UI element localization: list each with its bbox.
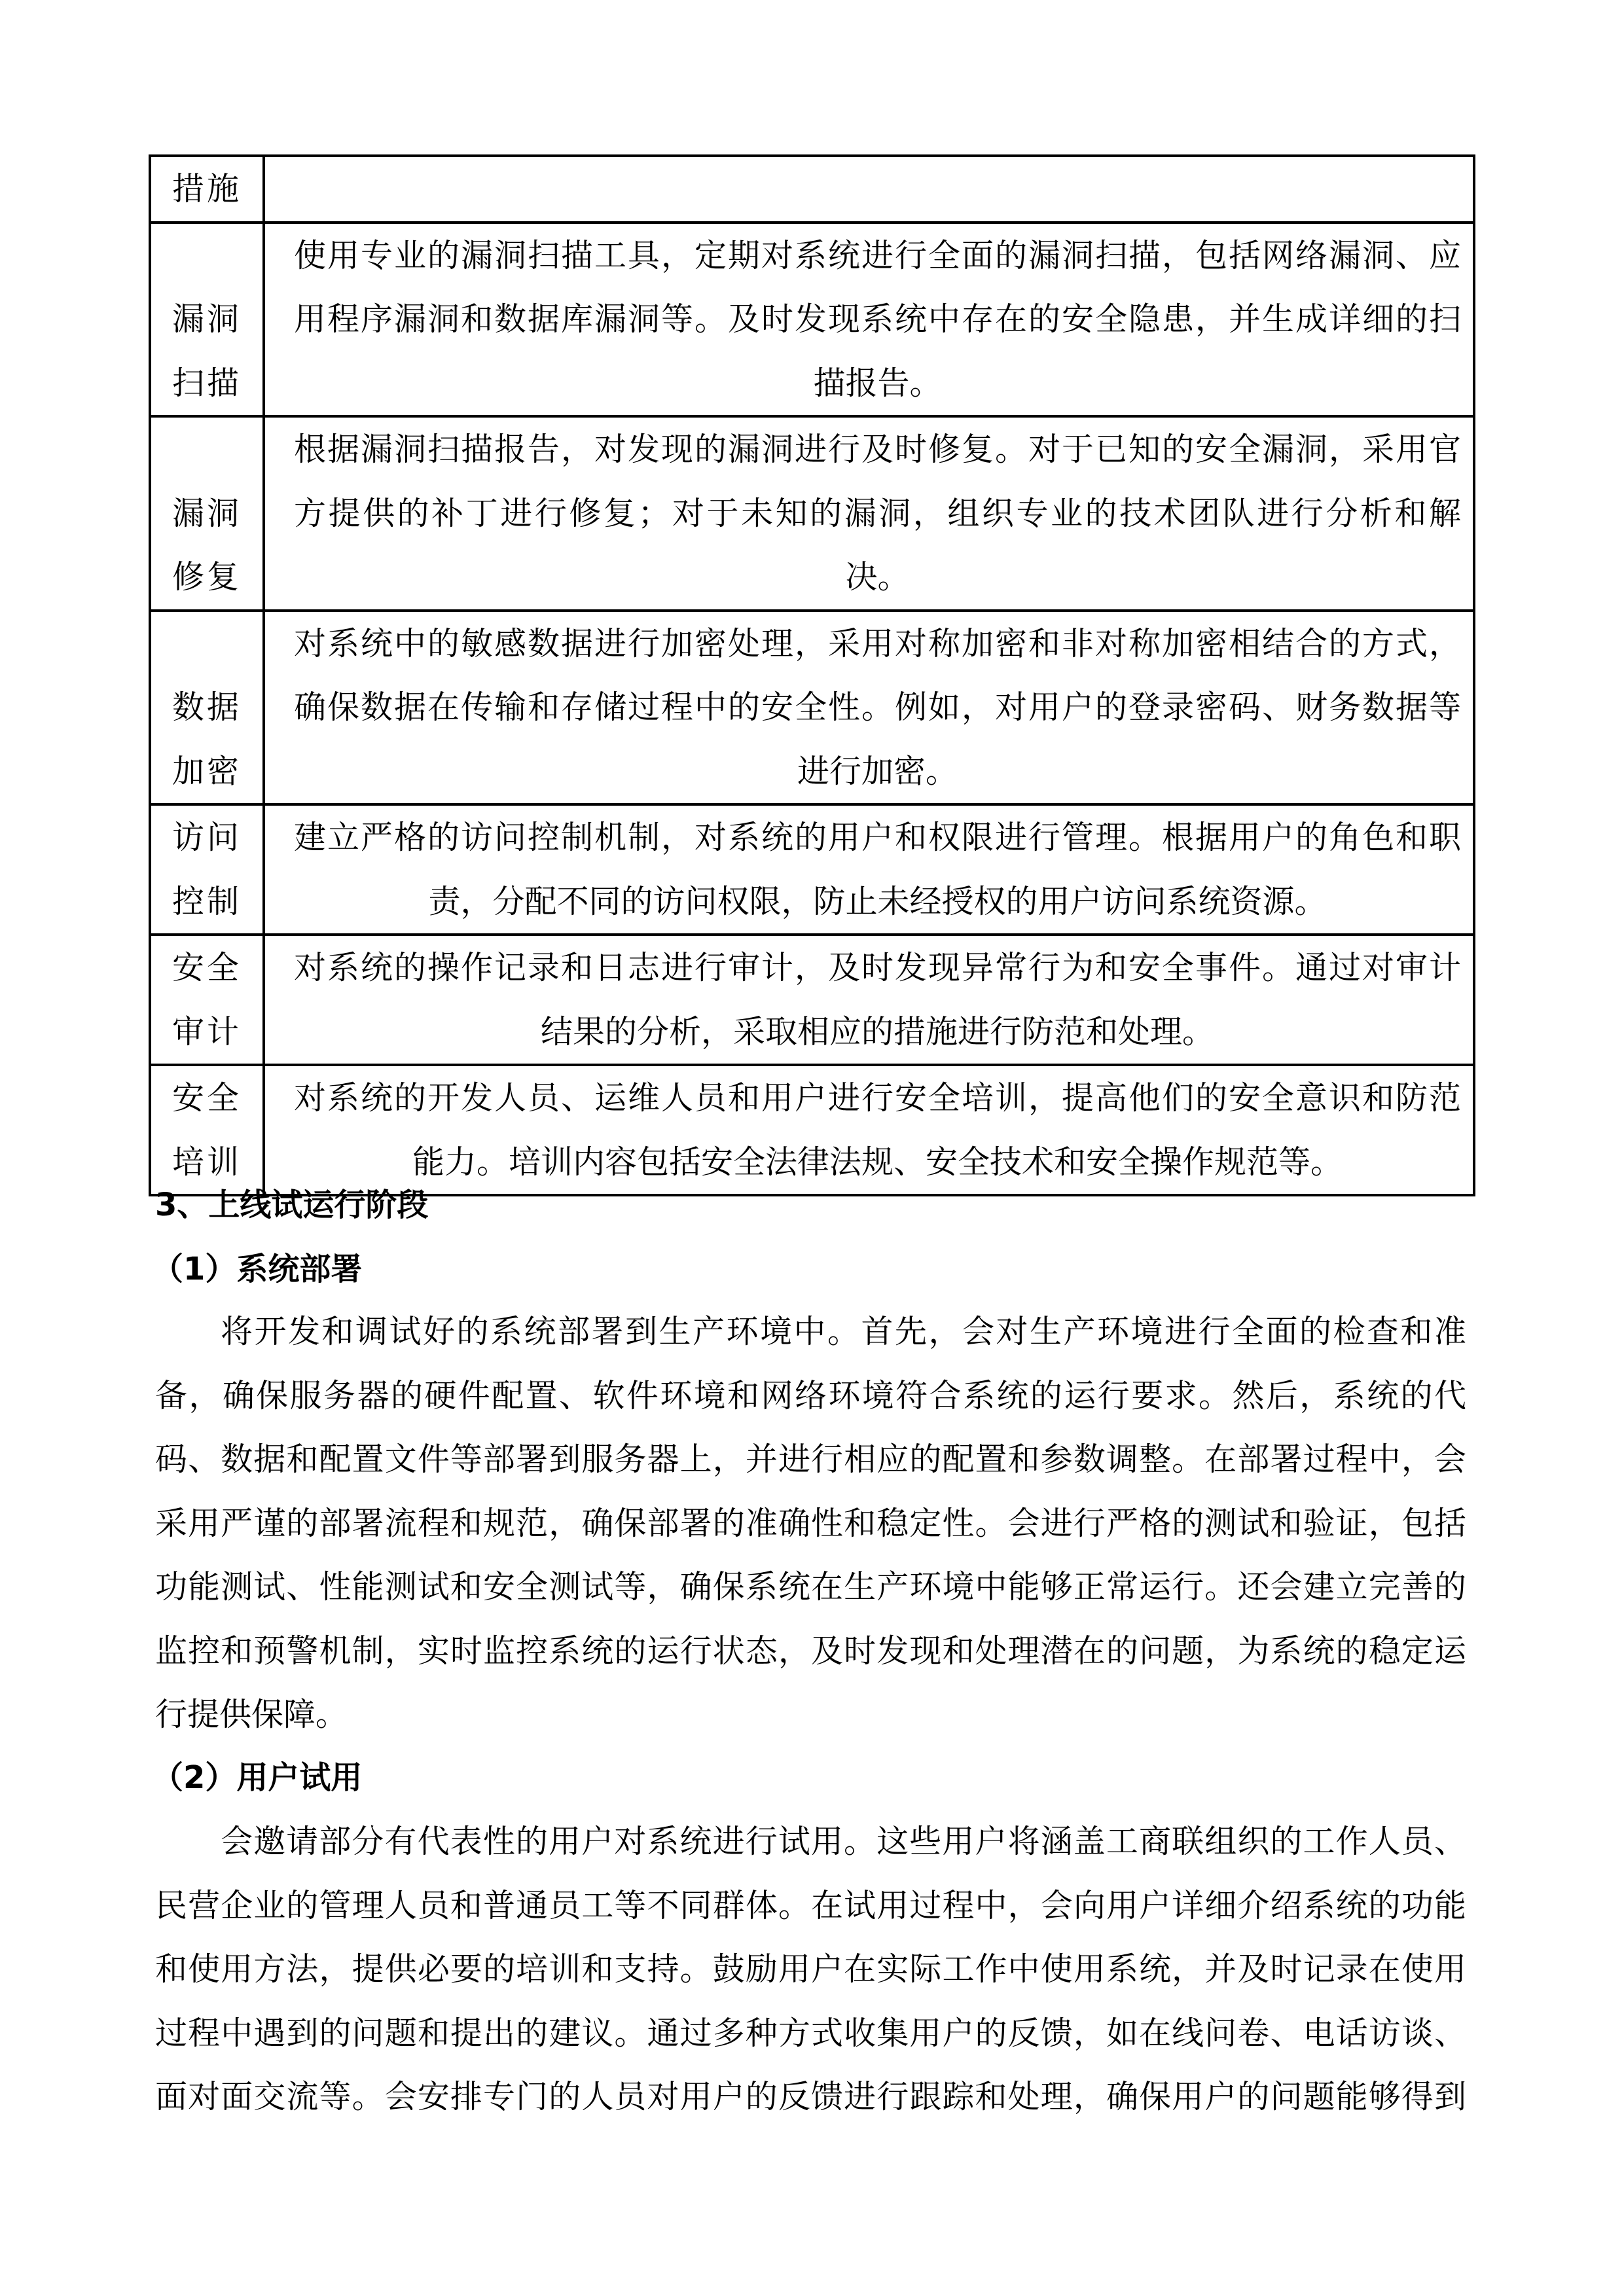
measure-label-line: 培训 [171,1143,242,1181]
table-body [150,156,1474,1195]
measure-description-line: 建立严格的访问控制机制，对系统的用户和权限进行管理。根据用户的角色和职 [294,819,1461,856]
measure-label-line: 漏洞 [171,494,242,532]
measure-description-line: 使用专业的漏洞扫描工具，定期对系统进行全面的漏洞扫描，包括网络漏洞、应 [294,236,1461,274]
security-measures-table [149,154,1475,1196]
measure-description-cell [264,935,1474,1065]
measure-label-line: 措施 [171,170,242,207]
measure-description-line: 对系统的操作记录和日志进行审计，及时发现异常行为和安全事件。通过对审计 [294,949,1461,986]
table-row [150,223,1474,417]
measure-label-line: 数据 [171,689,242,726]
measure-description-line: 用程序漏洞和数据库漏洞等。及时发现系统中存在的安全隐患，并生成详细的扫 [294,300,1461,338]
table-row [150,156,1474,223]
paragraph-line: 会邀请部分有代表性的用户对系统进行试用。这些用户将涵盖工商联组织的工作人员、 [221,1823,1466,1860]
measure-description-line: 确保数据在传输和存储过程中的安全性。例如，对用户的登录密码、财务数据等 [294,689,1461,726]
measure-description-line: 结果的分析，采取相应的措施进行防范和处理。 [540,1013,1214,1050]
paragraph-line: 功能测试、性能测试和安全测试等，确保系统在生产环境中能够正常运行。还会建立完善的 [155,1568,1466,1605]
measure-description-line: 描报告。 [813,364,942,402]
measure-label-line: 修复 [171,558,242,596]
measure-label-line: 控制 [171,882,242,920]
measure-label-line: 漏洞 [171,300,242,338]
measure-description-line: 方提供的补丁进行修复；对于未知的漏洞，组织专业的技术团队进行分析和解 [294,494,1461,532]
paragraph-line: 备，确保服务器的硬件配置、软件环境和网络环境符合系统的运行要求。然后，系统的代 [155,1376,1466,1414]
measure-label-cell [150,416,264,611]
measure-description-line: 对系统中的敏感数据进行加密处理，采用对称加密和非对称加密相结合的方式， [294,624,1461,662]
table-row [150,416,1474,611]
measure-description-cell [264,416,1474,611]
measure-label-cell [150,935,264,1065]
paragraph-line: 和使用方法，提供必要的培训和支持。鼓励用户在实际工作中使用系统，并及时记录在使用 [155,1950,1466,1988]
measure-label-line: 加密 [171,752,242,790]
measure-description [265,418,1473,609]
measure-description-line: 能力。培训内容包括安全法律法规、安全技术和安全操作规范等。 [412,1143,1343,1181]
paragraph-line: 面对面交流等。会安排专门的人员对用户的反馈进行跟踪和处理，确保用户的问题能够得到 [155,2078,1466,2115]
table-row [150,611,1474,805]
measure-label [151,418,262,609]
measure-description-line: 对系统的开发人员、运维人员和用户进行安全培训，提高他们的安全意识和防范 [294,1079,1461,1117]
measure-description [265,936,1473,1064]
measure-label [151,224,262,416]
measure-label-cell [150,156,264,223]
measure-label [151,936,262,1064]
paragraph-line: 采用严谨的部署流程和规范，确保部署的准确性和稳定性。会进行严格的测试和验证，包括 [155,1504,1466,1542]
measure-label-line: 安全 [171,1079,242,1117]
paragraph-line: 监控和预警机制，实时监控系统的运行状态，及时发现和处理潜在的问题，为系统的稳定运 [155,1632,1466,1670]
table-row [150,804,1474,935]
measure-label-line: 访问 [171,819,242,856]
table-row [150,935,1474,1065]
measure-label-line: 安全 [171,949,242,986]
measure-label [151,612,262,804]
measure-description [265,224,1473,416]
measure-description-cell [264,804,1474,935]
measure-description-line: 决。 [845,558,910,596]
measure-label-line: 审计 [171,1013,242,1050]
paragraph-line: 行提供保障。 [155,1696,348,1733]
measure-description-cell [264,611,1474,805]
subsection-heading-user-trial: （2）用户试用 [152,1759,363,1796]
measure-description-line: 根据漏洞扫描报告，对发现的漏洞进行及时修复。对于已知的安全漏洞，采用官 [294,431,1461,468]
paragraph-line: 码、数据和配置文件等部署到服务器上，并进行相应的配置和参数调整。在部署过程中，会 [155,1441,1466,1478]
measure-label [151,157,262,221]
measure-description-line: 进行加密。 [797,752,958,790]
measure-description-line: 责，分配不同的访问权限，防止未经授权的用户访问系统资源。 [428,882,1327,920]
paragraph-line: 过程中遇到的问题和提出的建议。通过多种方式收集用户的反馈，如在线问卷、电话访谈、 [155,2014,1466,2052]
subsection-heading-deployment: （1）系统部署 [152,1251,363,1287]
measure-label-cell [150,223,264,417]
section-heading: 3、上线试运行阶段 [155,1187,429,1223]
measure-label [151,806,262,933]
measure-description [265,806,1473,933]
measure-label-line: 扫描 [171,364,242,402]
measure-label-cell [150,804,264,935]
measure-description [265,612,1473,804]
measure-label-cell [150,611,264,805]
measure-description-cell [264,156,1474,223]
paragraph-line: 将开发和调试好的系统部署到生产环境中。首先，会对生产环境进行全面的检查和准 [221,1313,1466,1350]
paragraph-line: 民营企业的管理人员和普通员工等不同群体。在试用过程中，会向用户详细介绍系统的功能 [155,1886,1466,1924]
measure-description-cell [264,223,1474,417]
